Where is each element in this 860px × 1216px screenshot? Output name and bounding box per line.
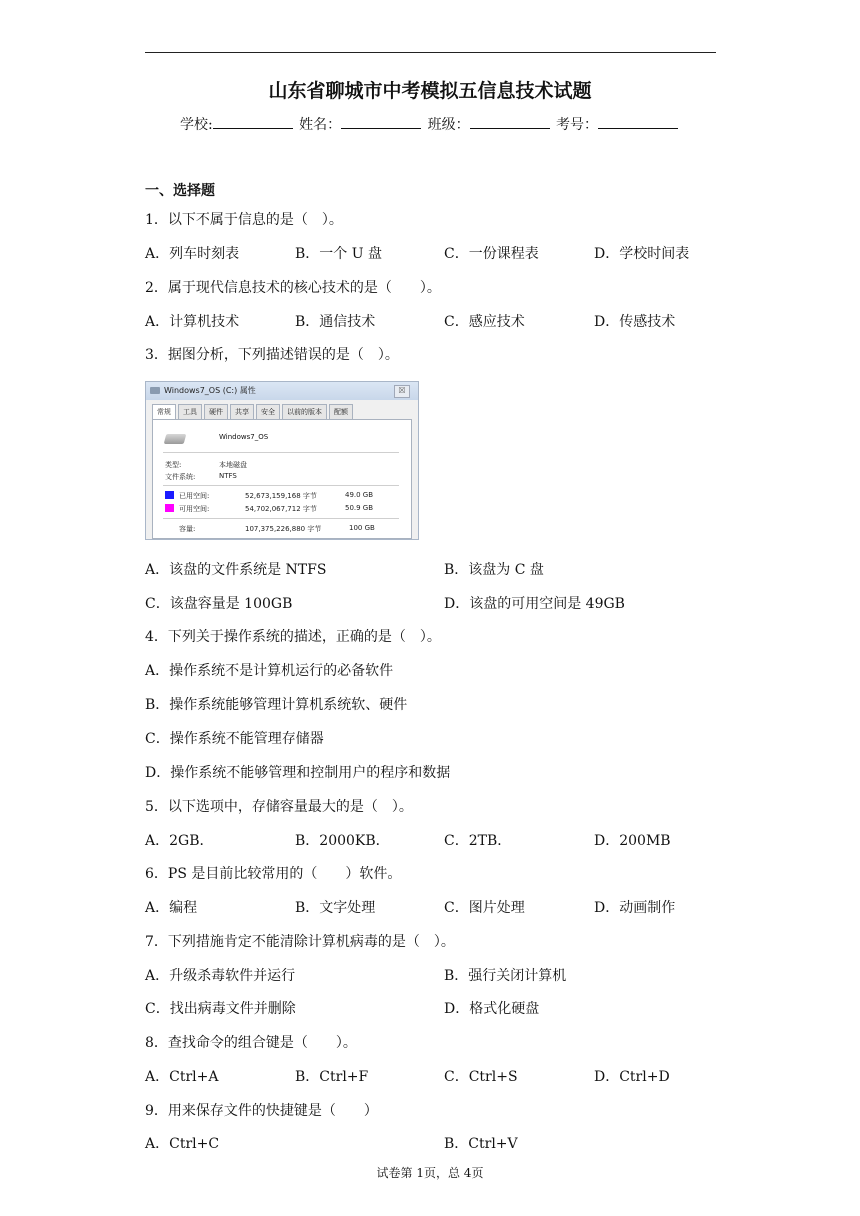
free-space-swatch xyxy=(165,504,174,512)
school-blank[interactable] xyxy=(213,116,293,129)
question-6-stem: 6．PS 是目前比较常用的（ ）软件。 xyxy=(145,866,402,882)
separator xyxy=(163,485,399,486)
used-label: 已用空间: xyxy=(179,492,210,500)
used-space-swatch xyxy=(165,491,174,499)
close-icon: ☒ xyxy=(394,385,410,398)
q8-option-d[interactable]: D．Ctrl+D xyxy=(594,1069,670,1085)
name-blank[interactable] xyxy=(341,116,421,129)
q4-option-a[interactable]: A．操作系统不是计算机运行的必备软件 xyxy=(145,663,394,679)
exam-number-label: 考号： xyxy=(556,117,599,133)
q4-option-d[interactable]: D．操作系统不能够管理和控制用户的程序和数据 xyxy=(145,765,451,781)
q1-option-d[interactable]: D．学校时间表 xyxy=(594,246,690,262)
disk-properties-screenshot xyxy=(145,381,419,540)
q3-option-b[interactable]: B．该盘为 C 盘 xyxy=(444,562,544,578)
q2-option-c[interactable]: C．感应技术 xyxy=(444,314,525,330)
q9-option-a[interactable]: A．Ctrl+C xyxy=(145,1136,220,1152)
tab-security: 安全 xyxy=(256,404,280,419)
q8-option-b[interactable]: B．Ctrl+F xyxy=(295,1069,369,1085)
q1-option-b[interactable]: B．一个 U 盘 xyxy=(295,246,382,262)
used-gb: 49.0 GB xyxy=(345,491,374,499)
q2-option-b[interactable]: B．通信技术 xyxy=(295,314,376,330)
question-2-stem: 2．属于现代信息技术的核心技术的是（ ）。 xyxy=(145,280,441,296)
q2-option-d[interactable]: D．传感技术 xyxy=(594,314,676,330)
properties-tabs xyxy=(146,400,418,419)
question-7-stem: 7．下列措施肯定不能清除计算机病毒的是（ ）。 xyxy=(145,934,455,950)
separator xyxy=(163,518,399,519)
capacity-bytes: 107,375,226,880 字节 xyxy=(245,525,322,533)
fs-value: NTFS xyxy=(219,472,237,480)
q5-option-c[interactable]: C．2TB． xyxy=(444,833,512,849)
class-blank[interactable] xyxy=(470,116,550,129)
capacity-gb: 100 GB xyxy=(349,524,375,532)
question-3-stem: 3．据图分析，下列描述错误的是（ ）。 xyxy=(145,347,399,363)
q6-option-c[interactable]: C．图片处理 xyxy=(444,900,525,916)
q6-option-a[interactable]: A．编程 xyxy=(145,900,198,916)
tab-general: 常规 xyxy=(152,404,176,419)
q6-option-d[interactable]: D．动画制作 xyxy=(594,900,676,916)
class-label: 班级： xyxy=(427,117,470,133)
q5-option-b[interactable]: B．2000KB． xyxy=(295,833,390,849)
window-icon xyxy=(150,387,160,394)
q7-option-b[interactable]: B．强行关闭计算机 xyxy=(444,968,567,984)
q8-option-c[interactable]: C．Ctrl+S xyxy=(444,1069,518,1085)
q5-option-d[interactable]: D．200MB xyxy=(594,833,671,849)
question-4-stem: 4．下列关于操作系统的描述，正确的是（ ）。 xyxy=(145,629,441,645)
q9-option-b[interactable]: B．Ctrl+V xyxy=(444,1136,518,1152)
q7-option-a[interactable]: A．升级杀毒软件并运行 xyxy=(145,968,296,984)
tab-quota: 配额 xyxy=(329,404,353,419)
tab-hardware: 硬件 xyxy=(204,404,228,419)
tab-tools: 工具 xyxy=(178,404,202,419)
q7-option-c[interactable]: C．找出病毒文件并删除 xyxy=(145,1001,296,1017)
free-bytes: 54,702,067,712 字节 xyxy=(245,505,317,513)
separator xyxy=(163,452,399,453)
q1-option-c[interactable]: C．一份课程表 xyxy=(444,246,539,262)
question-9-stem: 9．用来保存文件的快捷键是（ ） xyxy=(145,1103,378,1119)
student-info-line xyxy=(0,114,860,134)
tab-sharing: 共享 xyxy=(230,404,254,419)
type-value: 本地磁盘 xyxy=(219,461,247,469)
name-label: 姓名： xyxy=(299,117,342,133)
q1-option-a[interactable]: A．列车时刻表 xyxy=(145,246,240,262)
q2-option-a[interactable]: A．计算机技术 xyxy=(145,314,240,330)
section-heading: 一、选择题 xyxy=(145,183,215,199)
used-bytes: 52,673,159,168 字节 xyxy=(245,492,317,500)
drive-name: Windows7_OS xyxy=(219,433,269,441)
capacity-label: 容量: xyxy=(179,525,196,533)
type-label: 类型: xyxy=(165,461,182,469)
q3-option-a[interactable]: A．该盘的文件系统是 NTFS xyxy=(145,562,327,578)
q4-option-c[interactable]: C．操作系统不能管理存储器 xyxy=(145,731,324,747)
q4-option-b[interactable]: B．操作系统能够管理计算机系统软、硬件 xyxy=(145,697,408,713)
exam-number-blank[interactable] xyxy=(598,116,678,129)
q5-option-a[interactable]: A．2GB． xyxy=(145,833,214,849)
q7-option-d[interactable]: D．格式化硬盘 xyxy=(444,1001,540,1017)
fs-label: 文件系统: xyxy=(165,473,196,481)
drive-icon xyxy=(164,434,187,444)
page-footer: 试卷第 1页，总 4页 xyxy=(376,1166,484,1180)
window-title-bar xyxy=(146,382,418,400)
question-8-stem: 8．查找命令的组合键是（ ）。 xyxy=(145,1035,357,1051)
q8-option-a[interactable]: A．Ctrl+A xyxy=(145,1069,219,1085)
q3-option-d[interactable]: D．该盘的可用空间是 49GB xyxy=(444,596,625,612)
question-1-stem: 1．以下不属于信息的是（ ）。 xyxy=(145,212,343,228)
school-label: 学校: xyxy=(179,117,213,133)
question-5-stem: 5．以下选项中，存储容量最大的是（ ）。 xyxy=(145,799,413,815)
tab-previous-versions: 以前的版本 xyxy=(282,404,327,419)
q3-option-c[interactable]: C．该盘容量是 100GB xyxy=(145,596,293,612)
window-title: Windows7_OS (C:) 属性 xyxy=(164,386,256,395)
top-rule xyxy=(145,52,716,53)
q6-option-b[interactable]: B．文字处理 xyxy=(295,900,376,916)
free-gb: 50.9 GB xyxy=(345,504,374,512)
page-title: 山东省聊城市中考模拟五信息技术试题 xyxy=(268,80,592,102)
general-panel xyxy=(152,419,412,539)
free-label: 可用空间: xyxy=(179,505,210,513)
